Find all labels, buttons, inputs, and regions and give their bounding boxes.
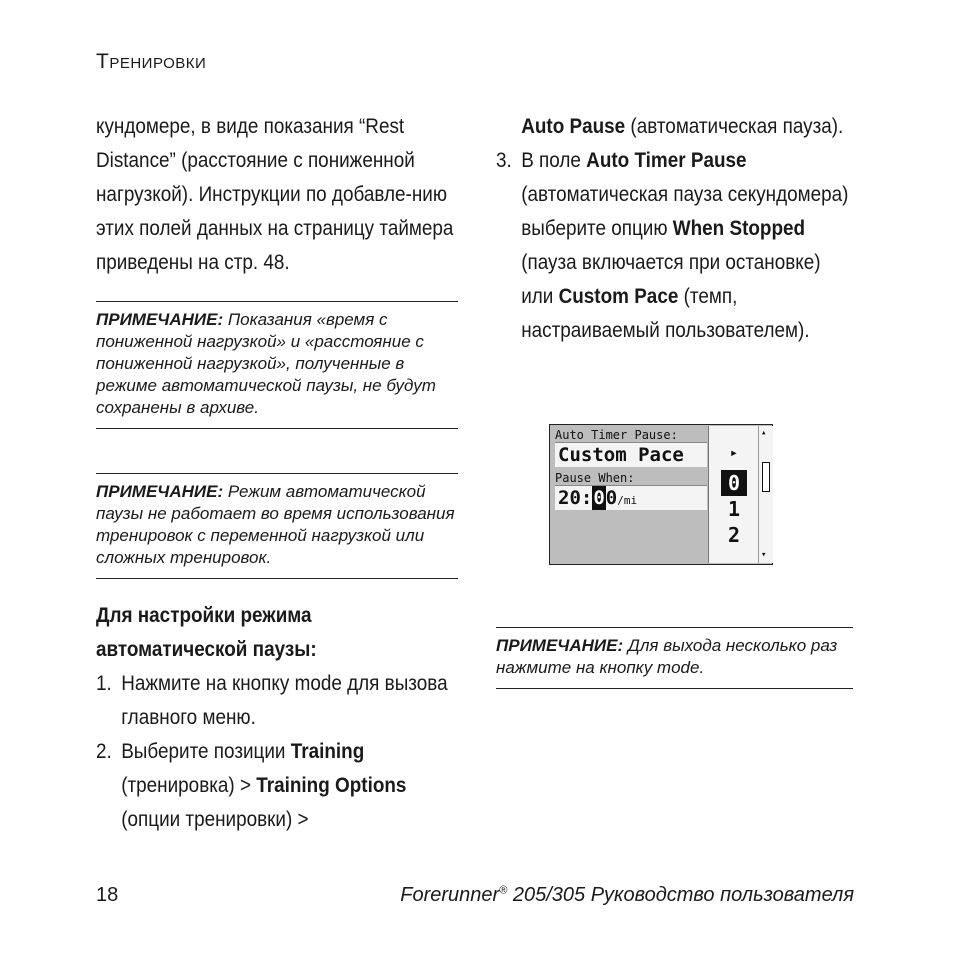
step-3-bold-1: Auto Timer Pause [586,149,747,172]
section-title [96,50,206,74]
intro-paragraph-text: кундомере, в виде показания “Rest Distance” (расстояние с пониженной нагрузкой). Инструкции по добавле-нию этих полей данных на страницу таймера приведены на стр. 48. [96,115,454,274]
picker-scrollbar[interactable] [758,426,773,563]
pace-value-prefix: 20: [558,487,593,509]
step-2-mid: (тренировка) > [121,774,257,797]
step-1-number: 1. [96,672,112,695]
note-1 [96,301,458,429]
note-1-label: ПРИМЕЧАНИЕ: [96,310,224,329]
step-3-mid-1: (автоматическая пауза секундомера) выберите опцию [521,183,849,240]
note-2-label: ПРИМЕЧАНИЕ: [96,482,224,501]
step-2-pre: Выберите позиции [121,740,291,763]
footer-registered-mark: ® [499,884,508,897]
step-2-bold-1: Training [290,740,365,763]
pause-when-value[interactable] [555,485,707,510]
note-3-label: ПРИМЕЧАНИЕ: [496,636,624,655]
step-2-number: 2. [96,740,112,763]
device-screen [549,424,773,565]
pace-cursor-digit[interactable]: 0 [593,487,605,509]
right-column [496,110,858,348]
pause-when-label: Pause When: [555,471,635,485]
continuation-text: (автоматическая пауза). [625,115,844,138]
step-2-post: (опции тренировки) > [121,808,309,831]
step-2-continuation [496,110,858,348]
procedure-heading: Для настройки режима автоматической паузы: [96,604,317,661]
picker-arrow-icon: ▸ [729,445,739,461]
step-1-text: Нажмите на кнопку mode для вызова главного меню. [121,672,448,729]
pause-when-field [555,471,707,510]
step-2-continued [496,110,858,144]
picker-option[interactable]: 2 [727,523,741,547]
step-3-post: (темп, настраиваемый пользователем). [521,285,810,342]
step-3-bold-2: When Stopped [672,217,806,240]
page-number: 18 [96,884,119,906]
note-2 [96,473,458,579]
steps-list [96,667,458,837]
step-1 [96,667,458,735]
scroll-up-icon: ▴ [761,428,767,438]
section-title-first-letter: Т [96,50,110,73]
step-3-mid-2: (пауза включается при остановке) или [521,251,821,308]
step-3-number: 3. [496,149,512,172]
note-3-text: Для выхода несколько раз нажмите на кнопку mode. [496,636,838,677]
picker-option[interactable]: 1 [727,497,741,521]
step-3-pre: В поле [521,149,587,172]
pace-digit: 0 [605,487,618,509]
footer-title [338,884,854,907]
section-title-rest: РЕНИРОВКИ [109,55,207,72]
step-2 [96,735,458,837]
scroll-down-icon: ▾ [761,550,767,560]
auto-timer-pause-field [555,428,707,467]
note-1-text: Показания «время с пониженной нагрузкой» и «расстояние с пониженной нагрузкой», полученные в режиме автоматической паузы, не будут сохранены в архиве. [96,310,436,417]
continuation-bold: Auto Pause [521,115,626,138]
note-3 [496,627,853,689]
picker-option-selected[interactable]: 0 [721,470,747,496]
auto-timer-pause-label: Auto Timer Pause: [555,428,678,442]
auto-timer-pause-value[interactable]: Custom Pace [555,442,707,467]
footer-product: Forerunner [400,884,500,906]
step-3 [496,144,858,348]
footer-subtitle: 205/305 Руководство пользователя [507,884,854,906]
scroll-thumb[interactable] [762,462,770,492]
intro-paragraph [96,110,458,280]
digit-picker-list[interactable] [708,426,759,563]
step-3-bold-3: Custom Pace [558,285,679,308]
left-column [96,110,458,837]
note-2-text: Режим автоматической паузы не работает во время использования тренировок с переменной нагрузкой или сложных тренировок. [96,482,455,567]
pace-unit: /mi [617,494,638,507]
step-2-bold-2: Training Options [256,774,407,797]
